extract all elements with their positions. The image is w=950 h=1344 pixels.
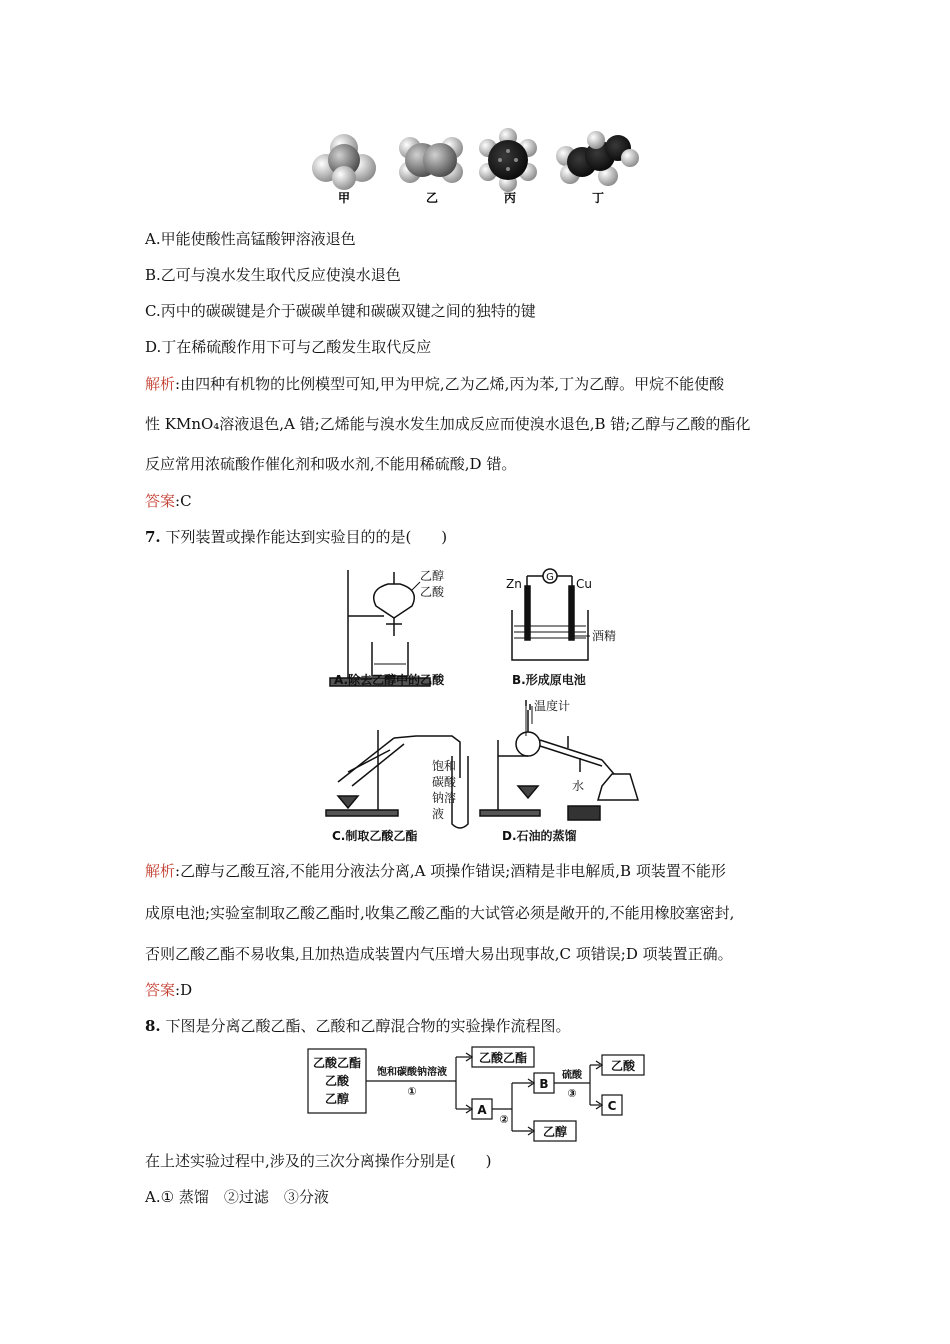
q7-answer: 答案:D <box>145 981 193 999</box>
molecular-models-figure <box>0 126 950 206</box>
flow-step-1: ① <box>407 1085 417 1098</box>
methane-model <box>312 134 376 190</box>
flow-mixture-2: 乙酸 <box>324 1074 350 1088</box>
apparatus-c-solution-4: 液 <box>432 807 445 821</box>
analysis-label: 解析 <box>145 375 176 393</box>
apparatus-b-cell <box>506 569 616 660</box>
q6-option-c: C.丙中的碳碳键是介于碳碳单键和碳碳双键之间的独特的键 <box>145 302 536 320</box>
q7-analysis-line-3: 否则乙酸乙酯不易收集,且加热造成装置内气压增大易出现事故,C 项错误;D 项装置正确。 <box>145 945 733 963</box>
question-number: 7. <box>145 528 161 546</box>
q8-stem: 8. 下图是分离乙酸乙酯、乙酸和乙醇混合物的实验操作流程图。 <box>145 1017 571 1035</box>
apparatus-c-solution-1: 饱和 <box>432 759 457 773</box>
q8-option-a: A.① 蒸馏 ②过滤 ③分液 <box>145 1188 329 1206</box>
q7-stem: 7. 下列装置或操作能达到实验目的的是( ) <box>145 528 448 546</box>
q6-analysis-line-1: 解析:由四种有机物的比例模型可知,甲为甲烷,乙为乙烯,丙为苯,丁为乙醇。甲烷不能使酸 <box>145 375 725 393</box>
apparatus-a-caption: A.除去乙醇中的乙酸 <box>334 673 445 687</box>
apparatus-a-separatory-funnel <box>330 568 445 687</box>
flow-ethanol: 乙醇 <box>542 1125 568 1139</box>
apparatus-c-solution-3: 钠溶 <box>432 791 457 805</box>
flow-mixture-1: 乙酸乙酯 <box>312 1056 362 1070</box>
apparatus-c-caption: C.制取乙酸乙酯 <box>332 829 418 843</box>
flow-mixture-3: 乙醇 <box>324 1092 350 1106</box>
model-label-ding: 丁 <box>591 191 605 205</box>
apparatus-d-distillation <box>480 698 638 820</box>
flow-a: A <box>477 1103 487 1117</box>
q6-option-b: B.乙可与溴水发生取代反应使溴水退色 <box>145 266 401 284</box>
flow-acid: 乙酸 <box>610 1059 636 1073</box>
apparatus-b-liquid: 酒精 <box>592 629 617 643</box>
apparatus-a-reagent-2: 乙酸 <box>420 585 445 599</box>
answer-label: 答案 <box>145 981 176 999</box>
apparatus-d-water: 水 <box>572 779 585 793</box>
flow-ester: 乙酸乙酯 <box>478 1051 528 1065</box>
apparatus-b-caption: B.形成原电池 <box>512 673 586 687</box>
apparatus-a-reagent-1: 乙醇 <box>420 569 445 583</box>
q7-apparatus-figure <box>312 560 672 845</box>
q6-analysis-line-3: 反应常用浓硫酸作催化剂和吸水剂,不能用稀硫酸,D 错。 <box>145 455 517 473</box>
model-label-jia: 甲 <box>337 191 351 205</box>
q8-flow-chart <box>300 1045 660 1145</box>
flow-reagent-3: 硫酸 <box>562 1070 582 1081</box>
flow-reagent-1: 饱和碳酸钠溶液 <box>377 1067 447 1078</box>
answer-label: 答案 <box>145 492 176 510</box>
q6-option-d: D.丁在稀硫酸作用下可与乙酸发生取代反应 <box>145 338 432 356</box>
analysis-label: 解析 <box>145 862 176 880</box>
question-number: 8. <box>145 1017 161 1035</box>
q8-question: 在上述实验过程中,涉及的三次分离操作分别是( ) <box>145 1152 492 1170</box>
ethanol-model <box>556 131 639 186</box>
apparatus-b-cu: Cu <box>576 577 592 591</box>
apparatus-c-ester-setup <box>326 730 468 828</box>
benzene-model <box>479 128 537 192</box>
flow-b: B <box>539 1077 549 1091</box>
apparatus-d-thermometer: 温度计 <box>534 699 571 713</box>
apparatus-d-caption: D.石油的蒸馏 <box>502 829 577 843</box>
q6-answer: 答案:C <box>145 492 192 510</box>
flow-step-3: ③ <box>567 1087 577 1100</box>
q6-analysis-line-2: 性 KMnO₄溶液退色,A 错;乙烯能与溴水发生加成反应而使溴水退色,B 错;乙醇与乙酸的酯化 <box>145 415 751 433</box>
apparatus-c-solution-2: 碳酸 <box>432 775 457 789</box>
q7-analysis-line-1: 解析:乙醇与乙酸互溶,不能用分液法分离,A 项操作错误;酒精是非电解质,B 项装置不能形 <box>145 862 726 880</box>
apparatus-b-zn: Zn <box>506 577 522 591</box>
flow-c: C <box>607 1099 617 1113</box>
q6-option-a: A.甲能使酸性高锰酸钾溶液退色 <box>145 230 356 248</box>
ethylene-model <box>399 137 463 183</box>
model-label-bing: 丙 <box>503 191 517 205</box>
q7-analysis-line-2: 成原电池;实验室制取乙酸乙酯时,收集乙酸乙酯的大试管必须是敞开的,不能用橡胶塞密封, <box>145 904 735 922</box>
apparatus-b-galvanometer: G <box>546 572 554 583</box>
flow-step-2: ② <box>499 1113 509 1126</box>
model-label-yi: 乙 <box>425 191 439 205</box>
